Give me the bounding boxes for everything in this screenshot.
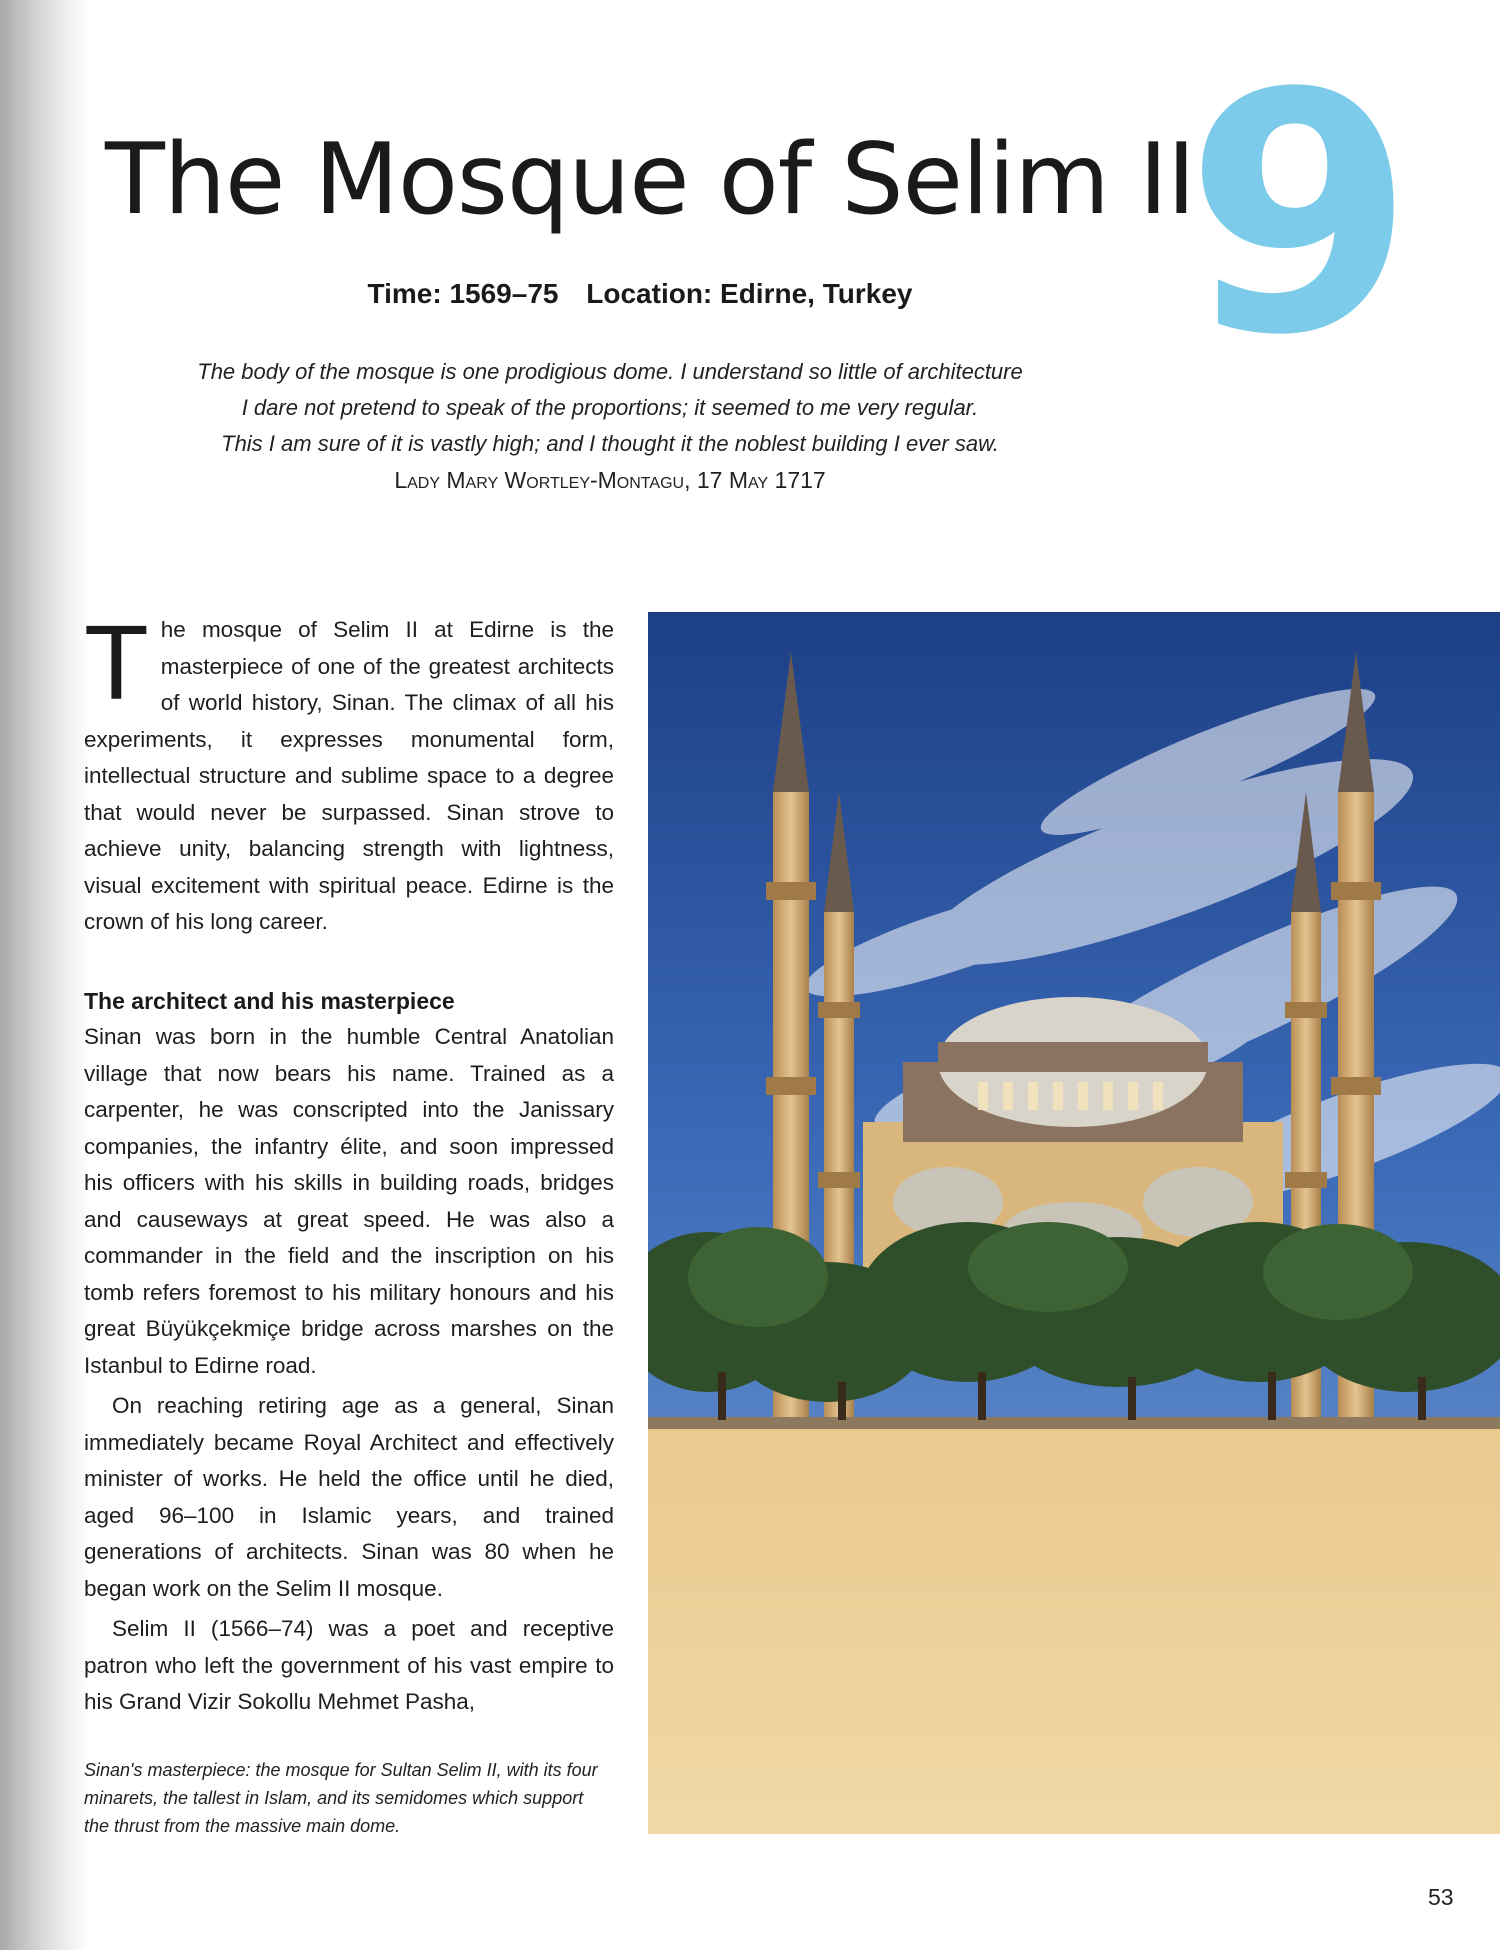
- intro-text: he mosque of Selim II at Edirne is the masterpiece of one of the greatest architects of world history, Sinan. The climax of all his experiments, it expresses monumental form, intellectual structure and sublime space to a degree that would never be surpassed. Sinan strove to achieve unity, balancing strength with lightness, visual excitement with spiritual peace. Edirne is the crown of his long career.: [84, 617, 614, 934]
- page-number: 53: [1428, 1884, 1454, 1910]
- body-column: [84, 604, 614, 1721]
- meta-location: Location: Edirne, Turkey: [586, 278, 913, 309]
- page-gutter-shadow: [0, 0, 90, 1950]
- intro-paragraph: [84, 604, 614, 941]
- meta-time: Time: 1569–75: [367, 278, 559, 309]
- subheading: The architect and his masterpiece: [84, 987, 455, 1014]
- mosque-photo: [648, 612, 1500, 1834]
- epigraph-line: This I am sure of it is vastly high; and I thought it the noblest building I ever saw.: [221, 431, 999, 456]
- body-paragraph: On reaching retiring age as a general, Sinan immediately became Royal Architect and effectively minister of works. He held the office until he died, aged 96–100 in Islamic years, and trained generations of architects. Sinan was 80 when he began work on the Selim II mosque.: [84, 1393, 614, 1601]
- drop-cap: T: [84, 604, 149, 722]
- epigraph-attribution: Lady Mary Wortley-Montagu, 17 May 1717: [394, 467, 826, 493]
- photo-caption: Sinan's masterpiece: the mosque for Sultan Selim II, with its four minarets, the tallest in Islam, and its semidomes which support the thrust from the massive main dome.: [84, 1760, 598, 1836]
- epigraph-line: The body of the mosque is one prodigious dome. I understand so little of architecture: [197, 359, 1023, 384]
- meta-line: [200, 278, 1080, 310]
- body-paragraph: Selim II (1566–74) was a poet and receptive patron who left the government of his vast empire to his Grand Vizir Sokollu Mehmet Pasha,: [84, 1616, 614, 1714]
- page-title: The Mosque of Selim II: [105, 123, 1195, 237]
- epigraph: [120, 354, 1100, 498]
- epigraph-line: I dare not pretend to speak of the proportions; it seemed to me very regular.: [241, 395, 979, 420]
- body-paragraph: Sinan was born in the humble Central Anatolian village that now bears his name. Trained as a carpenter, he was conscripted into the Janissary companies, the infantry élite, and soon impressed his officers with his skills in building roads, bridges and causeways at great speed. He was also a commander in the field and the inscription on his tomb refers foremost to his military honours and his great Büyükçekmiçe bridge across marshes on the Istanbul to Edirne road.: [84, 1024, 614, 1378]
- chapter-number: 9: [1185, 23, 1415, 407]
